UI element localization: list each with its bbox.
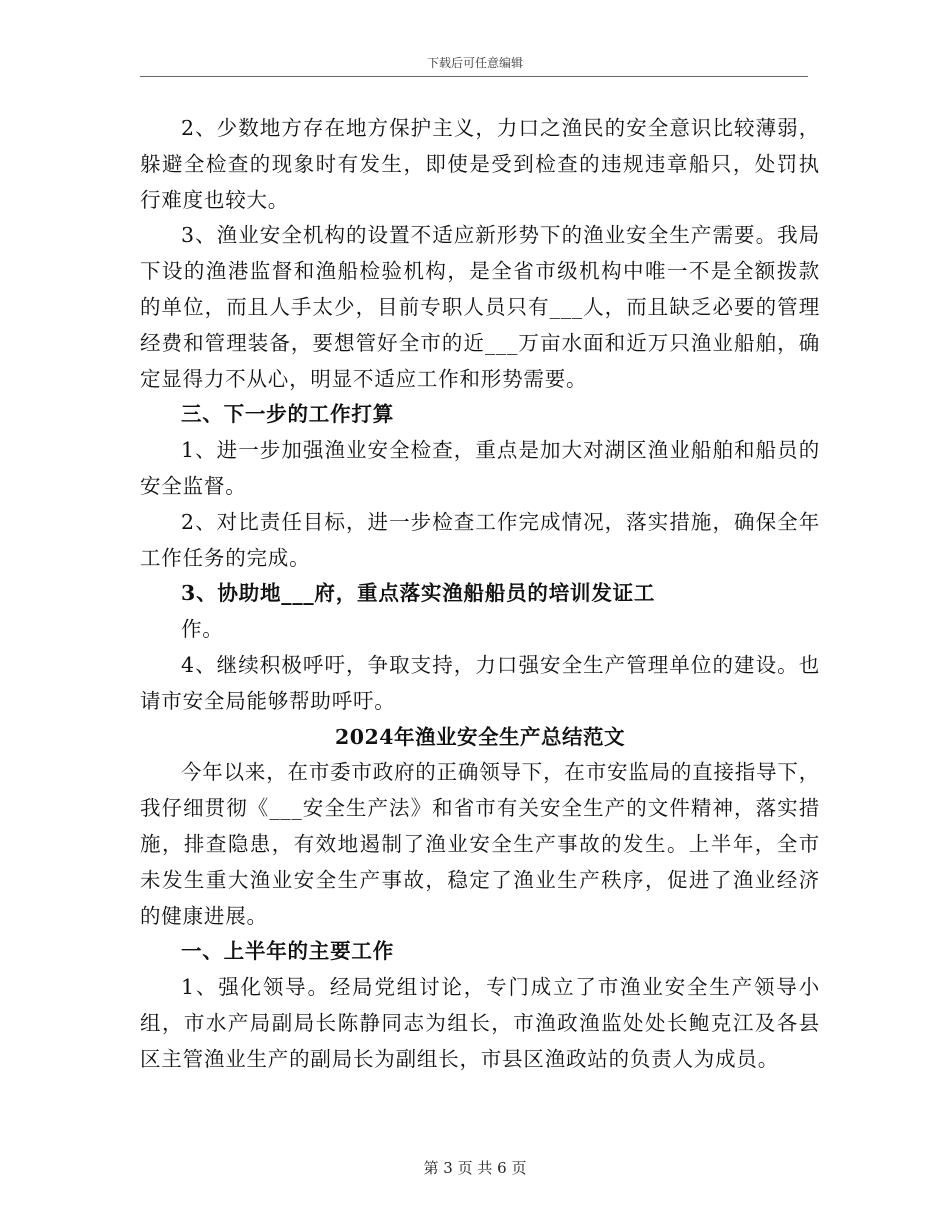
section-heading-next-steps: 三、下一步的工作打算 [181,402,394,427]
paragraph-5: 作。 [181,617,224,642]
bold-item-3: 3、协助地___府，重点落实渔船船员的培训发证工 [181,581,656,606]
document-body [140,111,820,1078]
paragraph-4: 2、对比责任目标，进一步检查工作完成情况，落实措施，确保全年工作任务的完成。 [140,509,820,570]
article-title: 2024年渔业安全生产总结范文 [334,724,626,749]
header-divider [140,76,808,77]
header-note: 下载后可任意编辑 [426,56,523,70]
paragraph-6: 4、继续积极呼吁，争取支持，力口强安全生产管理单位的建设。也请市安全局能够帮助呼吁。 [140,652,820,713]
paragraph-8: 1、强化领导。经局党组讨论，专门成立了市渔业安全生产领导小组，市水产局副局长陈静同志为组长，市渔政渔监处处长鲍克江及各县区主管渔业生产的副局长为副组长，市县区渔政站的负责人为成员。 [140,975,820,1071]
paragraph-2: 3、渔业安全机构的设置不适应新形势下的渔业安全生产需要。我局下设的渔港监督和渔船检验机构，是全省市级机构中唯一不是全额拨款的单位，而且人手太少，目前专职人员只有___人，而且缺乏必要的管理经费和管理装备，要想管好全市的近___万亩水面和近万只渔业船舶，确定显得力不从心，明显不适应工作和形势需要。 [140,223,820,391]
page-number: 第 3 页 共 6 页 [423,1159,527,1177]
paragraph-7: 今年以来，在市委市政府的正确领导下，在市安监局的直接指导下，我仔细贯彻《___安全生产法》和省市有关安全生产的文件精神，落实措施，排查隐患，有效地遏制了渔业安全生产事故的发生。上半年，全市未发生重大渔业安全生产事故，稳定了渔业生产秩序，促进了渔业经济的健康进展。 [140,760,820,928]
paragraph-3: 1、进一步加强渔业安全检查，重点是加大对湖区渔业船舶和船员的安全监督。 [140,438,820,498]
section-heading-main-work: 一、上半年的主要工作 [181,939,394,964]
paragraph-1: 2、少数地方存在地方保护主义，力口之渔民的安全意识比较薄弱，躲避全检查的现象时有发生，即使是受到检查的违规违章船只，处罚执行难度也较大。 [140,116,820,212]
